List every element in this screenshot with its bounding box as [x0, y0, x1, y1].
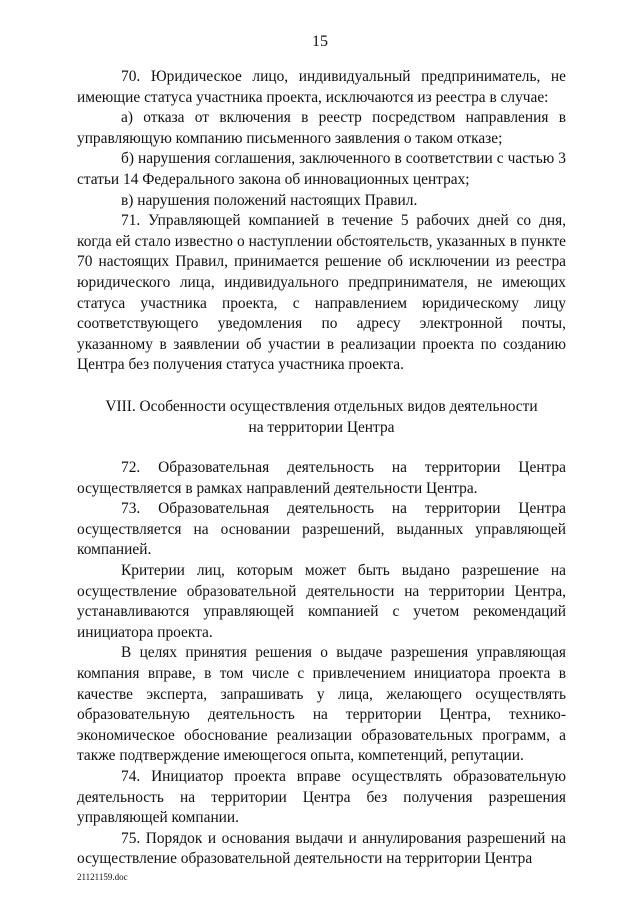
paragraph-70-a: а) отказа от включения в реестр посредством направления в управляющую компанию письменного заявления о таком отказе; — [77, 109, 566, 147]
paragraph-75: 75. Порядок и основания выдачи и аннулирования разрешений на осуществление образовательной деятельности на территории Центра — [77, 829, 566, 868]
page-number: 15 — [312, 33, 328, 50]
paragraph-73-decision: В целях принятия решения о выдаче разрешения управляющая компания вправе, в том числе с привлечением инициатора проекта в качестве эксперта, запрашивать у лица, желающего осуществлять образовательную деятельность на территории Центра, технико-экономическое обоснование реализации образовательных программ, а также подтверждение имеющегося опыта, компетенций, репутации. — [77, 644, 566, 765]
section-heading-line-1: VIII. Особенности осуществления отдельных видов деятельности — [105, 397, 538, 415]
paragraph-73: 73. Образовательная деятельность на территории Центра осуществляется на основании разрешений, выданных управляющей компанией. — [77, 500, 566, 559]
paragraph-70-c: в) нарушения положений настоящих Правил. — [121, 191, 418, 209]
paragraph-71: 71. Управляющей компанией в течение 5 рабочих дней со дня, когда ей стало известно о наступлении обстоятельств, указанных в пункте 70 настоящих Правил, принимается решение об исключении из реестра юридического лица, индивидуального предпринимателя, не имеющих статуса участника проекта, с направлением юридическому лицу соответствующего уведомления по адресу электронной почты, указанному в заявлении об участии в реализации проекта по созданию Центра без получения статуса участника проекта. — [77, 212, 566, 374]
file-name-footer: 21121159.doc — [77, 872, 128, 882]
section-heading-line-2: на территории Центра — [248, 418, 395, 436]
paragraph-73-criteria: Критерии лиц, которым может быть выдано разрешение на осуществление образовательной деятельности на территории Центра, устанавливаются управляющей компанией с учетом рекомендаций инициатора проекта. — [77, 562, 566, 641]
paragraph-74: 74. Инициатор проекта вправе осуществлять образовательную деятельность на территории Центра без получения разрешения управляющей компании. — [77, 768, 566, 827]
document-body — [77, 67, 566, 870]
paragraph-70-b: б) нарушения соглашения, заключенного в соответствии с частью 3 статьи 14 Федерального закона об инновационных центрах; — [77, 150, 566, 188]
paragraph-72: 72. Образовательная деятельность на территории Центра осуществляется в рамках направлений деятельности Центра. — [77, 459, 566, 497]
section-heading — [77, 397, 566, 438]
paragraph-70: 70. Юридическое лицо, индивидуальный предприниматель, не имеющие статуса участника проекта, исключаются из реестра в случае: — [77, 68, 566, 106]
